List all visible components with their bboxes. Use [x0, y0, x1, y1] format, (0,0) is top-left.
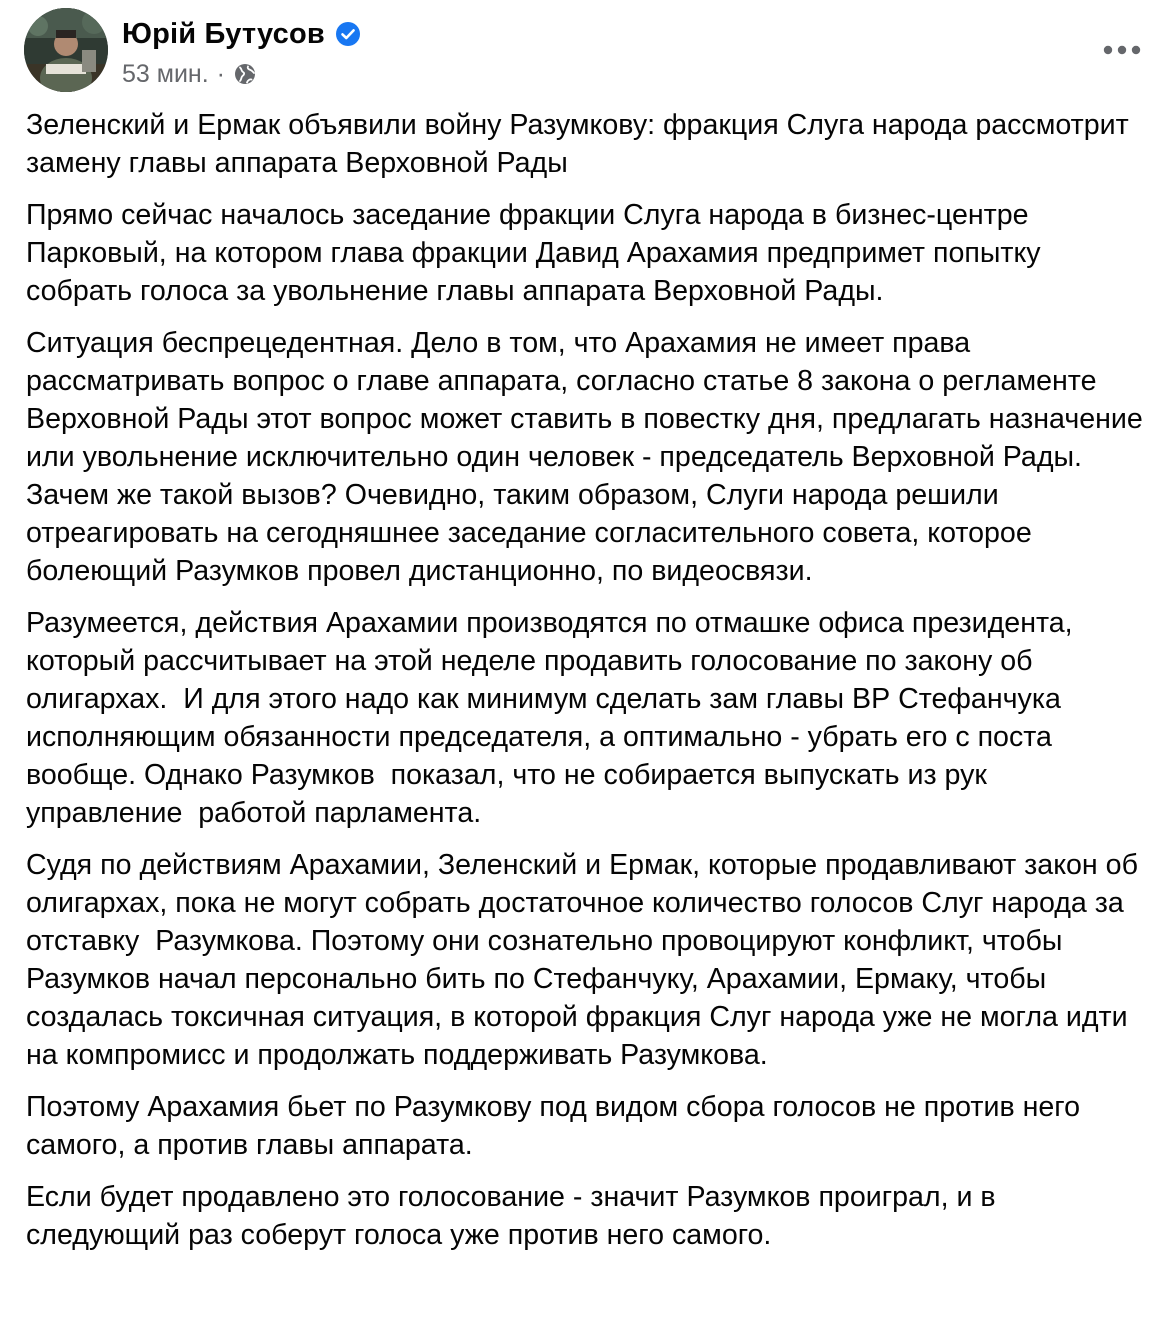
meta-separator: ·	[216, 59, 225, 88]
more-options-icon	[1102, 44, 1142, 56]
post-meta	[122, 56, 257, 92]
post-paragraph: Поэтому Арахамия бьет по Разумкову под видом сбора голосов не против него самого, а против главы аппарата.	[26, 1091, 1088, 1161]
verified-badge-icon	[335, 21, 361, 47]
post-paragraph: Ситуация беспрецедентная. Дело в том, что Арахамия не имеет права рассматривать вопрос о главе аппарата, согласно статье 8 закона о регламенте Верховной Рады этот вопрос может ставить в повестку дня, предлагать назначение или увольнение исключительно один человек - председатель Верховной Рады. Зачем же такой вызов? Очевидно, таким образом, Слуги народа решили отреагировать на сегодняшнее заседание согласительного совета, которое болеющий Разумков провел дистанционно, по видеосвязи.	[26, 327, 1151, 587]
author-name[interactable]: Юрій Бутусов	[122, 17, 325, 50]
post-header	[24, 8, 1146, 92]
post-paragraph: Прямо сейчас началось заседание фракции Слуга народа в бизнес-центре Парковый, на котором глава фракции Давид Арахамия предпримет попытку собрать голоса за увольнение главы аппарата Верховной Рады.	[26, 199, 1049, 307]
author-avatar[interactable]	[24, 8, 108, 92]
post-timestamp[interactable]: 53 мин.	[122, 59, 209, 88]
author-line	[122, 14, 361, 54]
avatar-photo	[24, 8, 108, 92]
post-body	[26, 106, 1151, 1268]
post-paragraph: Если будет продавлено это голосование - значит Разумков проиграл, и в следующий раз соберут голоса уже против него самого.	[26, 1181, 1004, 1251]
more-options-button[interactable]	[1098, 30, 1146, 70]
post-headline: Зеленский и Ермак объявили войну Разумкову: фракция Слуга народа рассмотрит замену главы аппарата Верховной Рады	[26, 109, 1137, 179]
globe-icon[interactable]	[233, 62, 257, 86]
post-paragraph: Разумеется, действия Арахамии производятся по отмашке офиса президента, который рассчитывает на этой неделе продавить голосование по закону об олигархах. И для этого надо как минимум сделать зам главы ВР Стефанчука исполняющим обязанности председателя, а оптимально - убрать его с поста вообще. Однако Разумков показал, что не собирается выпускать из рук управление работой парламента.	[26, 607, 1081, 829]
post-paragraph: Судя по действиям Арахамии, Зеленский и Ермак, которые продавливают закон об олигархах, пока не могут собрать достаточное количество голосов Слуг народа за отставку Разумкова. Поэтому они сознательно провоцируют конфликт, чтобы Разумков начал персонально бить по Стефанчуку, Арахамии, Ермаку, чтобы создалась токсичная ситуация, в которой фракция Слуг народа уже не могла идти на компромисс и продолжать поддерживать Разумкова.	[26, 849, 1146, 1071]
